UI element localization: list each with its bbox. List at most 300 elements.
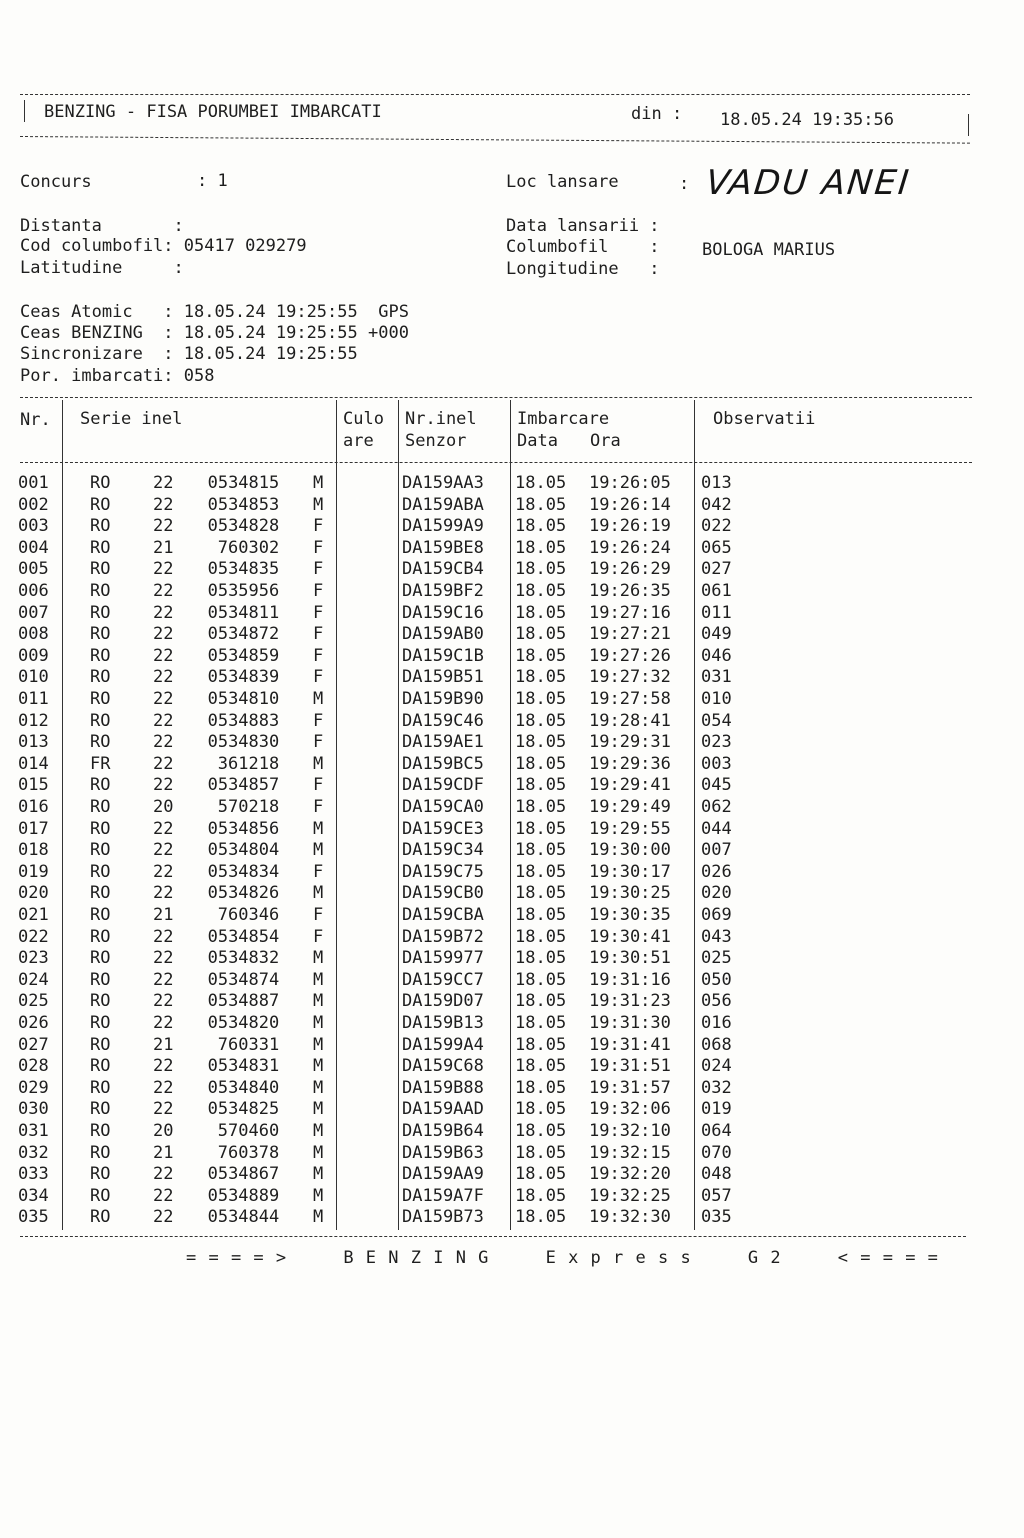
row-country: RO xyxy=(90,840,111,861)
row-time: 19:26:19 xyxy=(589,516,671,537)
row-year: 22 xyxy=(153,775,174,796)
row-ring-number: 0534856 xyxy=(207,818,280,839)
row-country: RO xyxy=(90,1056,111,1077)
row-date: 18.05 xyxy=(515,861,567,882)
row-observation: 035 xyxy=(701,1207,732,1228)
row-date: 18.05 xyxy=(515,581,567,601)
row-date: 18.05 xyxy=(515,905,567,925)
table-row xyxy=(0,626,1024,648)
row-country: RO xyxy=(90,689,111,709)
row-date: 18.05 xyxy=(515,1013,567,1033)
row-ring-number: 0535956 xyxy=(207,581,280,601)
data-lansarii-label: Data lansarii : xyxy=(506,216,660,236)
row-observation: 022 xyxy=(701,516,732,537)
row-year: 22 xyxy=(153,861,174,882)
row-observation: 011 xyxy=(701,602,732,623)
row-year: 21 xyxy=(153,1034,174,1055)
row-sex: F xyxy=(313,905,324,925)
table-row xyxy=(0,842,1024,864)
row-sensor-ring: DA159BF2 xyxy=(402,581,484,601)
row-nr: 017 xyxy=(18,818,49,839)
row-country: RO xyxy=(90,1034,111,1055)
row-nr: 032 xyxy=(18,1142,49,1163)
table-row xyxy=(0,710,1024,735)
row-country: RO xyxy=(90,667,111,688)
row-sensor-ring: DA159CC7 xyxy=(402,969,484,990)
row-date: 18.05 xyxy=(515,926,567,947)
row-time: 19:30:25 xyxy=(589,883,671,904)
row-ring-number: 570460 xyxy=(217,1121,280,1141)
table-row xyxy=(0,1123,1024,1145)
row-sex: M xyxy=(313,1077,324,1098)
row-ring-number: 0534835 xyxy=(207,559,280,580)
row-nr: 021 xyxy=(18,905,49,925)
row-ring-number: 0534853 xyxy=(207,494,280,515)
row-ring-number: 0534820 xyxy=(207,1013,280,1033)
row-time: 19:26:24 xyxy=(589,537,671,558)
row-nr: 024 xyxy=(18,969,49,990)
row-time: 19:27:21 xyxy=(589,624,671,645)
row-country: RO xyxy=(90,797,111,817)
row-observation: 027 xyxy=(701,559,732,580)
header-right-border xyxy=(968,114,969,136)
row-observation: 044 xyxy=(701,818,732,839)
row-sensor-ring: DA159CBA xyxy=(402,905,484,925)
row-observation: 016 xyxy=(701,1013,732,1033)
row-time: 19:26:29 xyxy=(589,559,671,580)
row-time: 19:27:26 xyxy=(589,645,671,666)
col-observatii-header: Observatii xyxy=(713,409,816,429)
row-sex: F xyxy=(313,710,324,731)
row-sensor-ring: DA159CE3 xyxy=(402,818,484,839)
row-observation: 031 xyxy=(701,667,732,688)
row-nr: 012 xyxy=(18,710,49,731)
row-year: 22 xyxy=(153,494,174,515)
row-sensor-ring: DA159CA0 xyxy=(402,797,484,817)
row-sensor-ring: DA159C46 xyxy=(402,710,484,731)
row-nr: 015 xyxy=(18,775,49,796)
row-nr: 026 xyxy=(18,1013,49,1033)
row-time: 19:32:25 xyxy=(589,1185,671,1206)
row-observation: 062 xyxy=(701,797,732,817)
row-observation: 019 xyxy=(701,1099,732,1120)
loc-lansare-colon: : xyxy=(679,174,690,194)
row-sex: F xyxy=(313,926,324,947)
latitudine-label: Latitudine : xyxy=(20,258,184,278)
row-nr: 019 xyxy=(18,861,49,882)
table-row xyxy=(0,861,1024,886)
row-date: 18.05 xyxy=(515,516,567,537)
table-row xyxy=(0,969,1024,994)
row-nr: 034 xyxy=(18,1185,49,1206)
row-year: 21 xyxy=(153,1142,174,1163)
concurs-label: Concurs xyxy=(20,172,92,192)
row-nr: 027 xyxy=(18,1034,49,1055)
row-date: 18.05 xyxy=(515,624,567,645)
row-nr: 009 xyxy=(18,645,49,666)
row-date: 18.05 xyxy=(515,732,567,753)
row-ring-number: 570218 xyxy=(217,797,280,817)
row-nr: 010 xyxy=(18,667,49,688)
col-culo-header: Culo xyxy=(343,409,384,429)
row-time: 19:31:41 xyxy=(589,1034,671,1055)
table-row xyxy=(0,1034,1024,1059)
col-imbarcare-header: Imbarcare xyxy=(517,409,610,429)
row-ring-number: 0534811 xyxy=(207,602,280,623)
table-row xyxy=(0,1185,1024,1210)
row-sex: M xyxy=(313,689,324,709)
ceas-atomic: Ceas Atomic : 18.05.24 19:25:55 GPS xyxy=(20,302,409,322)
row-date: 18.05 xyxy=(515,1056,567,1077)
row-country: RO xyxy=(90,883,111,904)
row-year: 21 xyxy=(153,905,174,925)
row-year: 22 xyxy=(153,991,174,1012)
header-bottom-border xyxy=(20,136,970,144)
row-time: 19:30:17 xyxy=(589,861,671,882)
row-ring-number: 0534828 xyxy=(207,516,280,537)
row-country: RO xyxy=(90,581,111,601)
din-value: 18.05.24 19:35:56 xyxy=(720,110,894,130)
row-observation: 056 xyxy=(701,991,732,1012)
row-sex: F xyxy=(313,861,324,882)
col-senzor-header: Senzor xyxy=(405,431,467,451)
row-date: 18.05 xyxy=(515,1164,567,1185)
row-year: 22 xyxy=(153,926,174,947)
row-nr: 016 xyxy=(18,797,49,817)
row-ring-number: 0534830 xyxy=(207,732,280,753)
row-ring-number: 0534857 xyxy=(207,775,280,796)
row-date: 18.05 xyxy=(515,559,567,580)
row-sex: M xyxy=(313,473,324,493)
row-observation: 026 xyxy=(701,861,732,882)
row-sex: M xyxy=(313,1207,324,1228)
row-date: 18.05 xyxy=(515,1099,567,1120)
row-observation: 043 xyxy=(701,926,732,947)
row-time: 19:31:57 xyxy=(589,1077,671,1098)
row-country: RO xyxy=(90,1207,111,1228)
row-year: 22 xyxy=(153,840,174,861)
row-date: 18.05 xyxy=(515,1185,567,1206)
distanta-label: Distanta : xyxy=(20,216,184,236)
row-observation: 045 xyxy=(701,775,732,796)
row-year: 22 xyxy=(153,1056,174,1077)
row-ring-number: 0534815 xyxy=(207,473,280,493)
row-sex: M xyxy=(313,1121,324,1141)
row-ring-number: 0534887 xyxy=(207,991,280,1012)
row-ring-number: 0534825 xyxy=(207,1099,280,1120)
row-nr: 008 xyxy=(18,624,49,645)
row-time: 19:27:16 xyxy=(589,602,671,623)
row-sensor-ring: DA159B73 xyxy=(402,1207,484,1228)
table-row xyxy=(0,1077,1024,1102)
row-year: 22 xyxy=(153,753,174,774)
row-time: 19:30:35 xyxy=(589,905,671,925)
row-country: FR xyxy=(90,753,111,774)
row-date: 18.05 xyxy=(515,797,567,817)
row-nr: 033 xyxy=(18,1164,49,1185)
row-sensor-ring: DA159AAD xyxy=(402,1099,484,1120)
row-observation: 025 xyxy=(701,948,732,969)
row-year: 22 xyxy=(153,581,174,601)
row-sensor-ring: DA159C16 xyxy=(402,602,484,623)
row-nr: 002 xyxy=(18,494,49,515)
row-nr: 023 xyxy=(18,948,49,969)
row-observation: 010 xyxy=(701,689,732,709)
table-row xyxy=(0,537,1024,562)
row-ring-number: 0534867 xyxy=(207,1164,280,1185)
row-time: 19:29:36 xyxy=(589,753,671,774)
row-year: 22 xyxy=(153,602,174,623)
table-row xyxy=(0,885,1024,907)
table-row xyxy=(0,777,1024,799)
row-year: 22 xyxy=(153,1164,174,1185)
row-sensor-ring: DA159ABA xyxy=(402,494,484,515)
header-left-border xyxy=(24,100,25,122)
row-sex: M xyxy=(313,883,324,904)
row-country: RO xyxy=(90,818,111,839)
row-date: 18.05 xyxy=(515,710,567,731)
row-ring-number: 0534839 xyxy=(207,667,280,688)
row-sex: M xyxy=(313,753,324,774)
table-bottom-border xyxy=(20,1236,966,1237)
row-observation: 070 xyxy=(701,1142,732,1163)
row-year: 22 xyxy=(153,645,174,666)
por-imbarcati: Por. imbarcati: 058 xyxy=(20,366,215,386)
ceas-benzing: Ceas BENZING : 18.05.24 19:25:55 +000 xyxy=(20,323,409,343)
row-sensor-ring: DA159AA9 xyxy=(402,1164,484,1185)
row-year: 22 xyxy=(153,1185,174,1206)
row-sensor-ring: DA159B64 xyxy=(402,1121,484,1141)
row-sex: M xyxy=(313,991,324,1012)
table-row xyxy=(0,669,1024,691)
row-observation: 013 xyxy=(701,473,732,493)
row-sensor-ring: DA159BC5 xyxy=(402,753,484,774)
row-nr: 030 xyxy=(18,1099,49,1120)
row-date: 18.05 xyxy=(515,840,567,861)
row-date: 18.05 xyxy=(515,1077,567,1098)
row-sensor-ring: DA159AA3 xyxy=(402,473,484,493)
row-sensor-ring: DA159CDF xyxy=(402,775,484,796)
row-sensor-ring: DA159D07 xyxy=(402,991,484,1012)
row-sensor-ring: DA159B88 xyxy=(402,1077,484,1098)
row-date: 18.05 xyxy=(515,969,567,990)
row-sex: M xyxy=(313,1164,324,1185)
row-sex: F xyxy=(313,624,324,645)
row-year: 22 xyxy=(153,1077,174,1098)
row-ring-number: 760302 xyxy=(217,537,280,558)
row-country: RO xyxy=(90,473,111,493)
page-title: BENZING - FISA PORUMBEI IMBARCATI xyxy=(44,102,382,122)
row-nr: 003 xyxy=(18,516,49,537)
row-ring-number: 0534834 xyxy=(207,861,280,882)
row-nr: 004 xyxy=(18,537,49,558)
row-year: 20 xyxy=(153,797,174,817)
row-country: RO xyxy=(90,775,111,796)
row-date: 18.05 xyxy=(515,753,567,774)
row-ring-number: 0534872 xyxy=(207,624,280,645)
row-year: 22 xyxy=(153,818,174,839)
row-ring-number: 0534889 xyxy=(207,1185,280,1206)
row-nr: 035 xyxy=(18,1207,49,1228)
row-observation: 057 xyxy=(701,1185,732,1206)
row-sex: F xyxy=(313,559,324,580)
row-time: 19:32:30 xyxy=(589,1207,671,1228)
row-time: 19:30:00 xyxy=(589,840,671,861)
row-sensor-ring: DA1599A4 xyxy=(402,1034,484,1055)
col-data-header: Data xyxy=(517,431,558,451)
row-country: RO xyxy=(90,624,111,645)
row-sex: M xyxy=(313,840,324,861)
table-row xyxy=(0,1058,1024,1080)
row-time: 19:29:49 xyxy=(589,797,671,817)
columbofil-value: BOLOGA MARIUS xyxy=(702,240,836,260)
row-ring-number: 760378 xyxy=(217,1142,280,1163)
row-time: 19:29:55 xyxy=(589,818,671,839)
row-year: 22 xyxy=(153,667,174,688)
table-row xyxy=(0,583,1024,605)
table-row xyxy=(0,818,1024,843)
row-year: 20 xyxy=(153,1121,174,1141)
row-ring-number: 760331 xyxy=(217,1034,280,1055)
row-sex: F xyxy=(313,667,324,688)
row-date: 18.05 xyxy=(515,1034,567,1055)
table-row xyxy=(0,1166,1024,1188)
row-date: 18.05 xyxy=(515,473,567,493)
row-date: 18.05 xyxy=(515,602,567,623)
footer-banner: ====> BENZING Express G2 <==== xyxy=(186,1248,951,1268)
table-row xyxy=(0,691,1024,713)
row-time: 19:31:16 xyxy=(589,969,671,990)
col-nr-inel-header: Nr.inel xyxy=(405,409,477,429)
row-ring-number: 0534826 xyxy=(207,883,280,904)
row-sensor-ring: DA159B63 xyxy=(402,1142,484,1163)
table-row xyxy=(0,907,1024,929)
row-sensor-ring: DA159B13 xyxy=(402,1013,484,1033)
row-observation: 007 xyxy=(701,840,732,861)
row-country: RO xyxy=(90,1013,111,1033)
table-row xyxy=(0,926,1024,951)
row-sensor-ring: DA159C75 xyxy=(402,861,484,882)
row-sensor-ring: DA159C68 xyxy=(402,1056,484,1077)
row-sensor-ring: DA159CB4 xyxy=(402,559,484,580)
row-year: 21 xyxy=(153,537,174,558)
row-observation: 050 xyxy=(701,969,732,990)
col-serie-inel-header: Serie inel xyxy=(80,409,183,429)
row-year: 22 xyxy=(153,1099,174,1120)
row-observation: 069 xyxy=(701,905,732,925)
row-country: RO xyxy=(90,710,111,731)
row-observation: 065 xyxy=(701,537,732,558)
row-time: 19:30:41 xyxy=(589,926,671,947)
row-ring-number: 760346 xyxy=(217,905,280,925)
row-time: 19:28:41 xyxy=(589,710,671,731)
row-observation: 064 xyxy=(701,1121,732,1141)
row-sensor-ring: DA159AB0 xyxy=(402,624,484,645)
row-nr: 013 xyxy=(18,732,49,753)
row-sensor-ring: DA159AE1 xyxy=(402,732,484,753)
row-ring-number: 0534883 xyxy=(207,710,280,731)
row-date: 18.05 xyxy=(515,1207,567,1228)
row-sex: M xyxy=(313,1013,324,1033)
row-country: RO xyxy=(90,1142,111,1163)
row-nr: 006 xyxy=(18,581,49,601)
row-observation: 054 xyxy=(701,710,732,731)
row-nr: 018 xyxy=(18,840,49,861)
row-ring-number: 361218 xyxy=(217,753,280,774)
row-country: RO xyxy=(90,905,111,925)
row-time: 19:27:32 xyxy=(589,667,671,688)
row-time: 19:31:30 xyxy=(589,1013,671,1033)
row-ring-number: 0534832 xyxy=(207,948,280,969)
row-sensor-ring: DA1599A9 xyxy=(402,516,484,537)
columbofil-label: Columbofil : xyxy=(506,237,660,257)
row-date: 18.05 xyxy=(515,883,567,904)
row-date: 18.05 xyxy=(515,991,567,1012)
table-row xyxy=(0,561,1024,583)
row-time: 19:31:23 xyxy=(589,991,671,1012)
row-sex: M xyxy=(313,818,324,839)
cod-columbofil: Cod columbofil: 05417 029279 xyxy=(20,236,307,256)
table-row xyxy=(0,1142,1024,1167)
row-year: 22 xyxy=(153,1013,174,1033)
row-country: RO xyxy=(90,645,111,666)
col-are-header: are xyxy=(343,431,374,451)
row-sex: F xyxy=(313,797,324,817)
row-observation: 048 xyxy=(701,1164,732,1185)
row-observation: 024 xyxy=(701,1056,732,1077)
row-date: 18.05 xyxy=(515,645,567,666)
row-country: RO xyxy=(90,1121,111,1141)
row-nr: 028 xyxy=(18,1056,49,1077)
row-observation: 023 xyxy=(701,732,732,753)
row-sensor-ring: DA159B72 xyxy=(402,926,484,947)
row-year: 22 xyxy=(153,710,174,731)
row-sex: F xyxy=(313,581,324,601)
row-time: 19:26:35 xyxy=(589,581,671,601)
table-row xyxy=(0,993,1024,1015)
row-observation: 020 xyxy=(701,883,732,904)
row-sensor-ring: DA159B90 xyxy=(402,689,484,709)
header-top-border xyxy=(20,94,970,95)
row-country: RO xyxy=(90,516,111,537)
row-country: RO xyxy=(90,1164,111,1185)
row-sex: M xyxy=(313,494,324,515)
row-sex: M xyxy=(313,1185,324,1206)
row-nr: 005 xyxy=(18,559,49,580)
row-sensor-ring: DA159B51 xyxy=(402,667,484,688)
row-nr: 029 xyxy=(18,1077,49,1098)
row-ring-number: 0534844 xyxy=(207,1207,280,1228)
table-header-bottom-border xyxy=(20,462,972,463)
row-time: 19:32:15 xyxy=(589,1142,671,1163)
row-country: RO xyxy=(90,559,111,580)
row-ring-number: 0534810 xyxy=(207,689,280,709)
row-country: RO xyxy=(90,1099,111,1120)
row-year: 22 xyxy=(153,732,174,753)
row-sex: M xyxy=(313,1099,324,1120)
row-sex: F xyxy=(313,602,324,623)
row-sensor-ring: DA159CB0 xyxy=(402,883,484,904)
loc-lansare-label: Loc lansare xyxy=(506,172,619,192)
table-row xyxy=(0,950,1024,972)
row-sensor-ring: DA159C34 xyxy=(402,840,484,861)
row-nr: 020 xyxy=(18,883,49,904)
din-label: din : xyxy=(631,104,683,124)
row-date: 18.05 xyxy=(515,537,567,558)
row-year: 22 xyxy=(153,969,174,990)
row-observation: 032 xyxy=(701,1077,732,1098)
table-row xyxy=(0,799,1024,821)
